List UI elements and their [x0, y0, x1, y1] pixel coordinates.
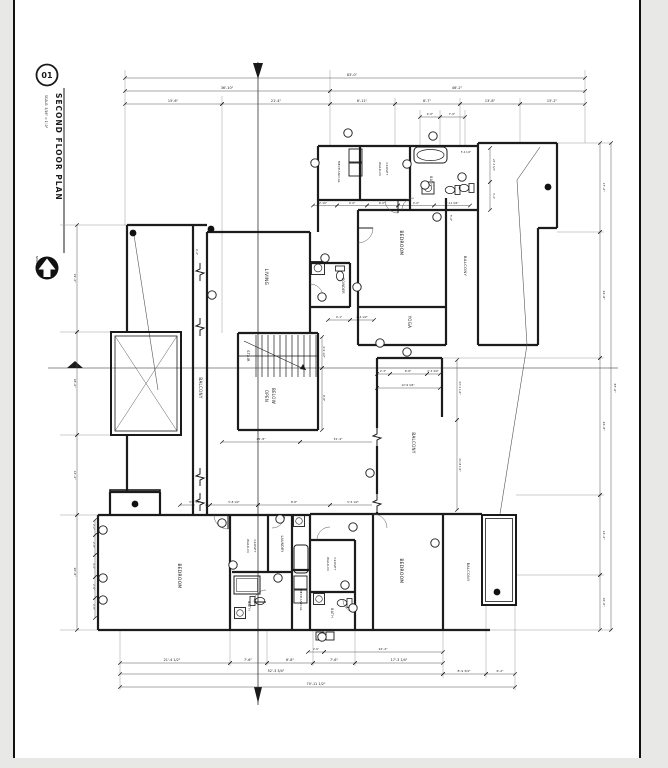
room-label: STAIR — [246, 350, 250, 362]
tag-bubble — [318, 633, 326, 641]
room-label: CLOSET — [333, 557, 337, 571]
dimension-label: 3'-4" — [492, 193, 495, 199]
dimension-label: 15'-6" — [167, 99, 179, 103]
dimension-label: 17'-2" — [602, 182, 606, 192]
tag-bubble — [366, 469, 374, 477]
tag-bubble — [341, 581, 349, 589]
dimension-label: 2'-2" — [92, 524, 95, 530]
dimension-label: 21'-4" — [270, 99, 282, 103]
north-label: NORTH — [35, 256, 38, 266]
drawing-title: SECOND FLOOR PLAN — [54, 93, 63, 201]
dimension-label: 31'-4" — [333, 437, 343, 441]
column-dot — [132, 501, 139, 508]
tag-bubble — [318, 293, 326, 301]
dimension-label: 52'-3 3/4" — [267, 669, 285, 673]
tag-bubble — [274, 574, 282, 582]
tag-bubble — [99, 526, 107, 534]
column-dot — [208, 226, 215, 233]
dimension-label: 4'-0" — [412, 201, 420, 205]
dimension-label: 7'-6" — [329, 658, 339, 662]
dimension-label: 22'-4" — [378, 647, 388, 651]
dimension-label: 21'-8 1/2" — [458, 458, 462, 472]
room-label: MECHANICAL — [299, 588, 303, 612]
dimension-label: 2'-8" — [92, 584, 95, 590]
dimension-label: 5'-0" — [449, 214, 453, 222]
dimension-label: 8'-8" — [290, 500, 298, 504]
dimension-label: 21'-4 1/2" — [163, 658, 181, 662]
room-label: OPEN — [264, 389, 269, 403]
room-label: CLOSET — [253, 539, 257, 553]
tag-bubble — [344, 129, 352, 137]
tag-bubble — [229, 561, 237, 569]
dimension-label: 4'-4 1/2" — [356, 315, 368, 319]
dimension-label: 36'-10" — [220, 86, 234, 90]
room-label: WALK-IN — [246, 538, 250, 554]
dimension-label: 20'-8" — [73, 567, 77, 577]
dimension-label: 4'-1" — [335, 315, 343, 319]
dimension-label: 4'-4" — [195, 248, 199, 256]
tag-bubble — [99, 596, 107, 604]
column-dot — [545, 184, 552, 191]
dimension-label: 23'-1 1/4" — [458, 381, 462, 395]
column-dot — [494, 589, 501, 596]
dimension-label: 15'-2" — [546, 99, 558, 103]
dimension-label: 46'-2" — [451, 86, 463, 90]
tag-bubble — [403, 160, 411, 168]
dimension-label: 7'-11 3/4" — [445, 201, 459, 205]
tag-bubble — [311, 159, 319, 167]
dimension-label: 8'-7" — [422, 99, 432, 103]
dimension-label: 4'-4" — [92, 563, 95, 569]
tag-bubble — [218, 519, 226, 527]
dimension-label: 13'-8" — [484, 99, 496, 103]
dimension-label: 22'-8" — [602, 290, 606, 300]
dimension-label: 2'-10" — [318, 201, 328, 205]
room-label: BATH — [247, 601, 251, 611]
room-label: BELOW — [271, 388, 276, 404]
tag-bubble — [421, 181, 429, 189]
dimension-label: 7'-0" — [448, 112, 456, 116]
tag-bubble — [431, 539, 439, 547]
dimension-label: 2'-6" — [313, 648, 319, 651]
dimension-label: 70'-11 1/2" — [306, 682, 326, 686]
dimension-label: 4'-0" — [426, 112, 434, 116]
dimension-label: 2'-3" — [379, 369, 387, 373]
room-label: CLOSET — [385, 162, 389, 176]
dimension-label: 2'-6" — [92, 604, 95, 610]
dimension-label: 2'-3 3/4" — [427, 369, 439, 373]
room-label: BEDROOM — [176, 563, 181, 589]
dimension-label: 23'-3 3/4" — [492, 159, 495, 171]
dimension-label: 6'-8" — [285, 658, 295, 662]
dimension-label: 24'-8" — [602, 421, 606, 431]
paper — [14, 0, 640, 758]
room-label: WALK-IN — [326, 556, 330, 572]
dimension-label: 5'-8 1/2" — [228, 500, 240, 504]
dimension-label: 4'-0" — [348, 201, 356, 205]
room-label: LAUNDRY — [280, 535, 284, 553]
dimension-label: 6'-8" — [404, 369, 412, 373]
room-label: BATH — [330, 608, 334, 618]
room-label: BALCONY — [463, 255, 468, 277]
room-label: BEDROOM — [398, 558, 403, 584]
room-label: BEDROOM — [398, 230, 403, 256]
dimension-label: 8'-9 3/4" — [457, 669, 471, 673]
room-label: BATH — [429, 176, 433, 186]
room-label: POWDER — [341, 278, 345, 294]
tag-bubble — [433, 213, 441, 221]
dimension-label: 4'-9 1/2" — [322, 346, 326, 358]
dimension-label: 10'-0" — [602, 597, 606, 607]
dimension-label: 7'-6" — [243, 658, 253, 662]
dimension-label: 14'-4" — [73, 470, 77, 480]
dimension-label: 6'-0" — [378, 201, 386, 205]
dimension-label: 5'-4 1/2" — [460, 151, 472, 154]
dimension-label: 12'-6 3/4" — [401, 383, 415, 387]
room-label: BALCONY — [411, 432, 416, 454]
tag-bubble — [376, 339, 384, 347]
dimension-label: 6'-2" — [496, 669, 504, 673]
tag-bubble — [208, 291, 216, 299]
dimension-label: 5'-5 1/2" — [347, 500, 359, 504]
room-label: WALK-IN — [378, 161, 382, 177]
tag-bubble — [458, 173, 466, 181]
drawing-scale: SCALE: 3/16" = 1'-0" — [44, 95, 48, 129]
room-label: YOGA — [407, 315, 412, 329]
room-label: MECHANICAL — [337, 160, 341, 184]
dimension-label: 25'-8" — [256, 437, 266, 441]
room-label: BALCONY — [198, 377, 203, 399]
dimension-label: 87'-6" — [613, 383, 617, 393]
dimension-label: 83'-0" — [346, 73, 358, 77]
detail-number: 01 — [41, 71, 53, 80]
column-dot — [130, 230, 137, 237]
room-label: LIVING — [263, 268, 268, 286]
tag-bubble — [353, 283, 361, 291]
dimension-label: 2'-8" — [92, 542, 95, 548]
dimension-label: 14'-4" — [602, 530, 606, 540]
dimension-label: 18'-6" — [73, 378, 77, 388]
tag-bubble — [403, 348, 411, 356]
dimension-label: 9'-8" — [322, 394, 326, 402]
tag-bubble — [99, 574, 107, 582]
dimension-label: 5'-2 1/2" — [189, 500, 201, 504]
tag-bubble — [321, 254, 329, 262]
tag-bubble — [349, 604, 357, 612]
dimension-label: 19'-2" — [73, 273, 77, 283]
tag-bubble — [276, 515, 284, 523]
room-label: BALCONY — [466, 562, 470, 582]
dimension-label: 6'-11" — [356, 99, 368, 103]
dimension-label: 17'-3 1/4" — [390, 658, 408, 662]
tag-bubble — [349, 523, 357, 531]
tag-bubble — [429, 132, 437, 140]
